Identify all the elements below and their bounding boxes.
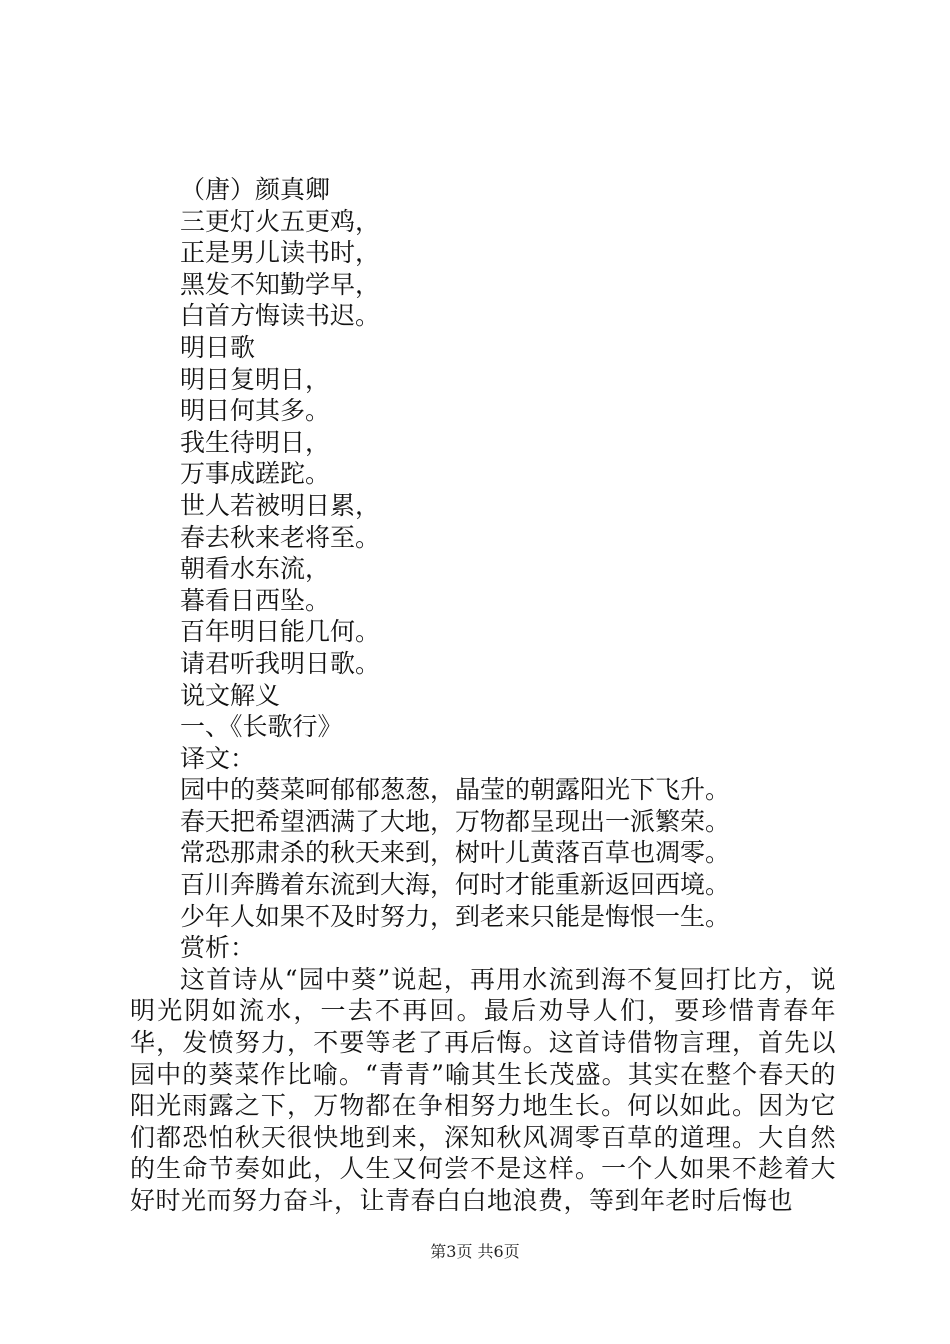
poem-line: 朝看水东流， xyxy=(180,554,331,584)
translation-line: 百川奔腾着东流到大海，何时才能重新返回西境。 xyxy=(180,870,731,900)
poem-line: 正是男儿读书时， xyxy=(180,238,381,268)
poem-line: 暮看日西坠。 xyxy=(180,585,331,615)
appreciation-paragraph: 这首诗从“园中葵”说起，再用水流到海不复回打比方，说明光阴如流水，一去不再回。最后劝导人们，要珍惜青春年华，发愤努力，不要等老了再后悔。这首诗借物言理，首先以园中的葵菜作比喻。“青青”喻其生长茂盛。其实在整个春天的阳光雨露之下，万物都在争相努力地生长。何以如此。因为它们都恐怕秋天很快地到来，深知秋风凋零百草的道理。大自然的生命节奏如此，人生又何尝不是这样。一个人如果不趁着大好时光而努力奋斗，让青春白白地浪费，等到年老时后悔也 xyxy=(130,964,836,1215)
poem-line: 请君听我明日歌。 xyxy=(180,648,381,678)
translation-line: 春天把希望洒满了大地，万物都呈现出一派繁荣。 xyxy=(180,806,731,836)
author-line: （唐）颜真卿 xyxy=(180,175,331,204)
section-heading: 说文解义 xyxy=(180,680,281,710)
poem-line: 明日复明日， xyxy=(180,364,331,394)
poem-line: 三更灯火五更鸡， xyxy=(180,206,381,236)
poem-line: 世人若被明日累， xyxy=(180,490,381,520)
translation-line: 常恐那肃杀的秋天来到，树叶儿黄落百草也凋零。 xyxy=(180,838,731,868)
poem-line: 白首方悔读书迟。 xyxy=(180,301,381,331)
poem-line: 明日何其多。 xyxy=(180,396,331,426)
subsection-heading: 一、《长歌行》 xyxy=(180,712,343,742)
poem-line: 我生待明日， xyxy=(180,427,331,457)
poem-title: 明日歌 xyxy=(180,332,256,362)
poem-line: 万事成蹉跎。 xyxy=(180,459,331,489)
translation-label: 译文： xyxy=(180,743,256,773)
poem-line: 百年明日能几何。 xyxy=(180,617,381,647)
translation-line: 少年人如果不及时努力，到老来只能是悔恨一生。 xyxy=(180,901,731,931)
document-body xyxy=(130,174,836,1217)
poem-line: 黑发不知勤学早， xyxy=(180,269,381,299)
poem-line: 春去秋来老将至。 xyxy=(180,522,381,552)
page-footer: 第3页 共6页 xyxy=(430,1242,520,1261)
appreciation-label: 赏析： xyxy=(180,933,256,963)
translation-line: 园中的葵菜呵郁郁葱葱，晶莹的朝露阳光下飞升。 xyxy=(180,775,731,805)
